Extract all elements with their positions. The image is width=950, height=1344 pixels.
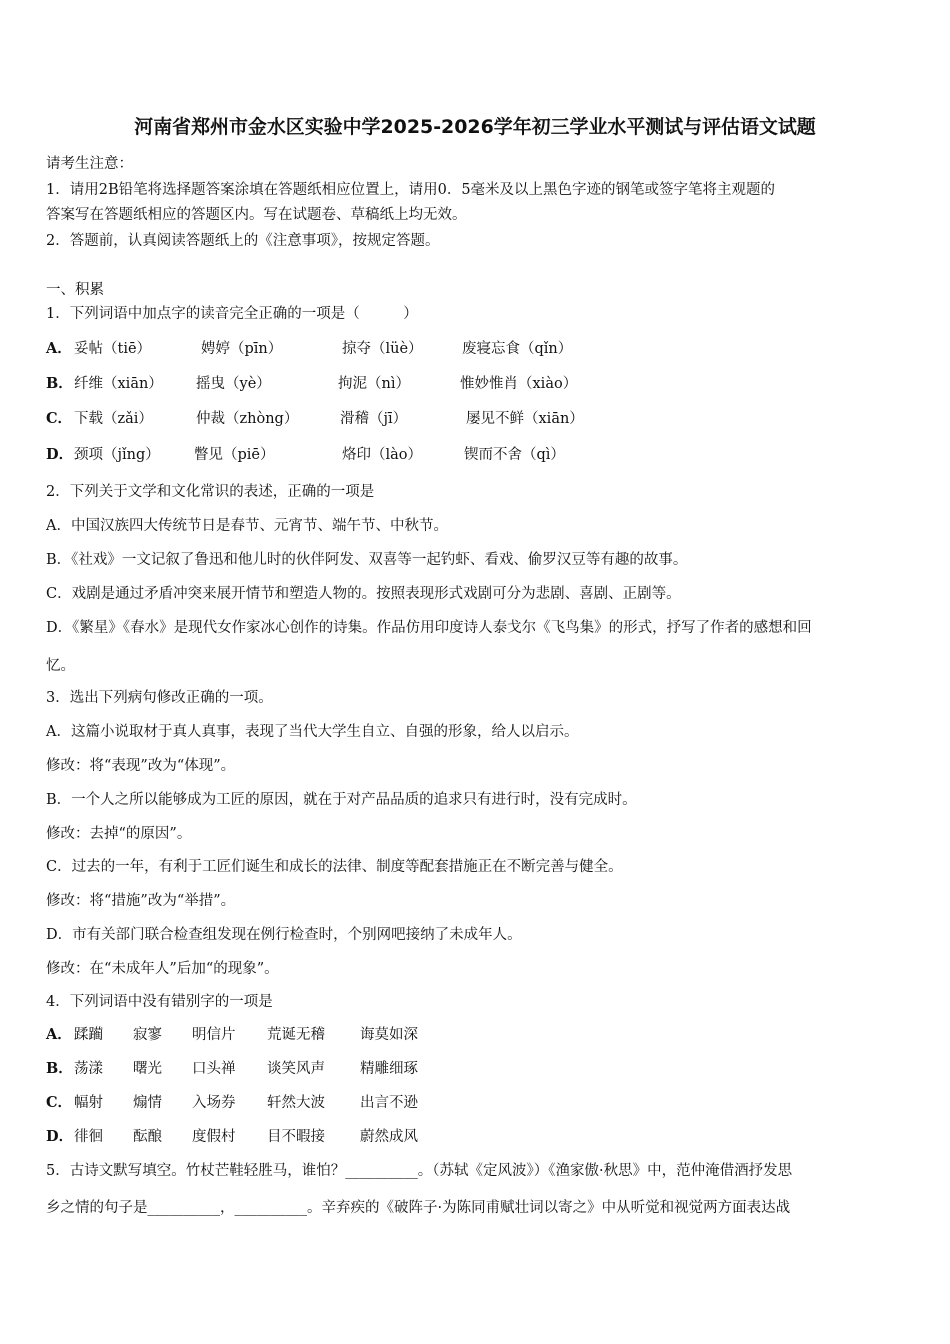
q3-option-b: B．一个人之所以能够成为工匠的原因，就在于对产品品质的追求只有进行时，没有完成时。: [46, 792, 637, 808]
notice-line-3: 2．答题前，认真阅读答题纸上的《注意事项》，按规定答题。: [46, 233, 440, 249]
option-item: 明信片: [192, 1027, 236, 1043]
option-item: 入场券: [192, 1095, 236, 1111]
notice-line-2: 答案写在答题纸相应的答题区内。写在试题卷、草稿纸上均无效。: [46, 207, 467, 223]
option-item: 度假村: [192, 1129, 236, 1145]
option-item: 酝酿: [133, 1129, 162, 1145]
q4-option-a: [46, 1023, 906, 1045]
section-heading: 一、积累: [46, 282, 104, 298]
option-item: 诲莫如深: [360, 1027, 418, 1043]
q1-option-c: [46, 407, 906, 429]
q3-option-c: C．过去的一年，有利于工匠们诞生和成长的法律、制度等配套措施正在不断完善与健全。: [46, 859, 623, 875]
q2-stem: 2．下列关于文学和文化常识的表述，正确的一项是: [46, 484, 375, 500]
option-item: 煽情: [133, 1095, 162, 1111]
q3-option-a-fix: 修改：将“表现”改为“体现”。: [46, 758, 236, 774]
option-label: A．: [46, 340, 72, 357]
q2-option-d: D．《繁星》《春水》是现代女作家冰心创作的诗集。作品仿用印度诗人泰戈尔《飞鸟集》的形式，抒写了作者的感想和回: [46, 620, 812, 636]
option-item: 惟妙惟肖（xiào）: [460, 376, 578, 392]
option-item: 妥帖（tiē）: [74, 341, 152, 357]
option-item: 徘徊: [74, 1129, 103, 1145]
q2-option-b: B．《社戏》一文记叙了鲁迅和他儿时的伙伴阿发、双喜等一起钓虾、看戏、偷罗汉豆等有趣的故事。: [46, 552, 688, 568]
option-item: 拘泥（nì）: [338, 376, 410, 392]
notice-line-1: 1．请用2B铅笔将选择题答案涂填在答题纸相应位置上，请用0．5毫米及以上黑色字迹的钢笔或签字笔将主观题的: [46, 182, 776, 198]
option-label: B．: [46, 1060, 73, 1077]
q5-line-1: 5．古诗文默写填空。竹杖芒鞋轻胜马，谁怕？__________。（苏轼《定风波》）《渔家傲·秋思》中，范仲淹借酒抒发思: [46, 1163, 793, 1179]
option-item: 口头禅: [192, 1061, 236, 1077]
option-item: 瞥见（piē）: [194, 447, 275, 463]
notice-heading: 请考生注意：: [46, 156, 133, 172]
option-label: C．: [46, 410, 73, 427]
option-label: B．: [46, 375, 73, 392]
option-item: 掠夺（lüè）: [342, 341, 423, 357]
option-item: 轩然大波: [267, 1095, 325, 1111]
option-item: 幅射: [74, 1095, 103, 1111]
option-item: 废寝忘食（qǐn）: [462, 341, 573, 357]
q4-option-b: [46, 1057, 906, 1079]
option-item: 曙光: [133, 1061, 162, 1077]
option-item: 颈项（jǐng）: [74, 447, 160, 463]
q1-option-d: [46, 443, 906, 465]
q4-option-c: [46, 1091, 906, 1113]
option-item: 蹂躏: [74, 1027, 103, 1043]
q3-option-d: D．市有关部门联合检查组发现在例行检查时，个别网吧接纳了未成年人。: [46, 927, 522, 943]
option-label: D．: [46, 1128, 74, 1145]
option-item: 烙印（lào）: [342, 447, 423, 463]
q1-option-b: [46, 372, 906, 394]
option-item: 娉婷（pīn）: [201, 341, 283, 357]
q5-line-2: 乡之情的句子是__________，__________。辛弃疾的《破阵子·为陈同甫赋壮词以寄之》中从听觉和视觉两方面表达战: [46, 1200, 791, 1216]
option-item: 下载（zǎi）: [74, 411, 153, 427]
option-item: 滑稽（jī）: [340, 411, 408, 427]
q1-stem: 1．下列词语中加点字的读音完全正确的一项是（ ）: [46, 306, 418, 322]
option-item: 出言不逊: [360, 1095, 418, 1111]
option-item: 纤维（xiān）: [74, 376, 163, 392]
q2-option-d-cont: 忆。: [46, 658, 75, 674]
option-item: 屡见不鲜（xiān）: [466, 411, 584, 427]
q2-option-a: A．中国汉族四大传统节日是春节、元宵节、端午节、中秋节。: [46, 518, 448, 534]
option-item: 仲裁（zhòng）: [196, 411, 299, 427]
option-item: 锲而不舍（qì）: [464, 447, 565, 463]
q3-stem: 3．选出下列病句修改正确的一项。: [46, 690, 273, 706]
option-item: 蔚然成风: [360, 1129, 418, 1145]
option-label: C．: [46, 1094, 73, 1111]
q4-option-d: [46, 1125, 906, 1147]
option-item: 荒诞无稽: [267, 1027, 325, 1043]
option-item: 谈笑风声: [267, 1061, 325, 1077]
page-title: 河南省郑州市金水区实验中学2025-2026学年初三学业水平测试与评估语文试题: [134, 116, 816, 138]
option-item: 荡漾: [74, 1061, 103, 1077]
option-label: A．: [46, 1026, 72, 1043]
q1-option-a: [46, 337, 906, 359]
q3-option-d-fix: 修改：在“未成年人”后加“的现象”。: [46, 961, 279, 977]
option-item: 寂寥: [133, 1027, 162, 1043]
q3-option-b-fix: 修改：去掉“的原因”。: [46, 826, 192, 842]
option-label: D．: [46, 446, 74, 463]
q2-option-c: C．戏剧是通过矛盾冲突来展开情节和塑造人物的。按照表现形式戏剧可分为悲剧、喜剧、正剧等。: [46, 586, 681, 602]
q4-stem: 4．下列词语中没有错别字的一项是: [46, 994, 273, 1010]
option-item: 精雕细琢: [360, 1061, 418, 1077]
option-item: 目不暇接: [267, 1129, 325, 1145]
q3-option-a: A．这篇小说取材于真人真事，表现了当代大学生自立、自强的形象，给人以启示。: [46, 724, 579, 740]
option-item: 摇曳（yè）: [196, 376, 271, 392]
q3-option-c-fix: 修改：将“措施”改为“举措”。: [46, 893, 236, 909]
